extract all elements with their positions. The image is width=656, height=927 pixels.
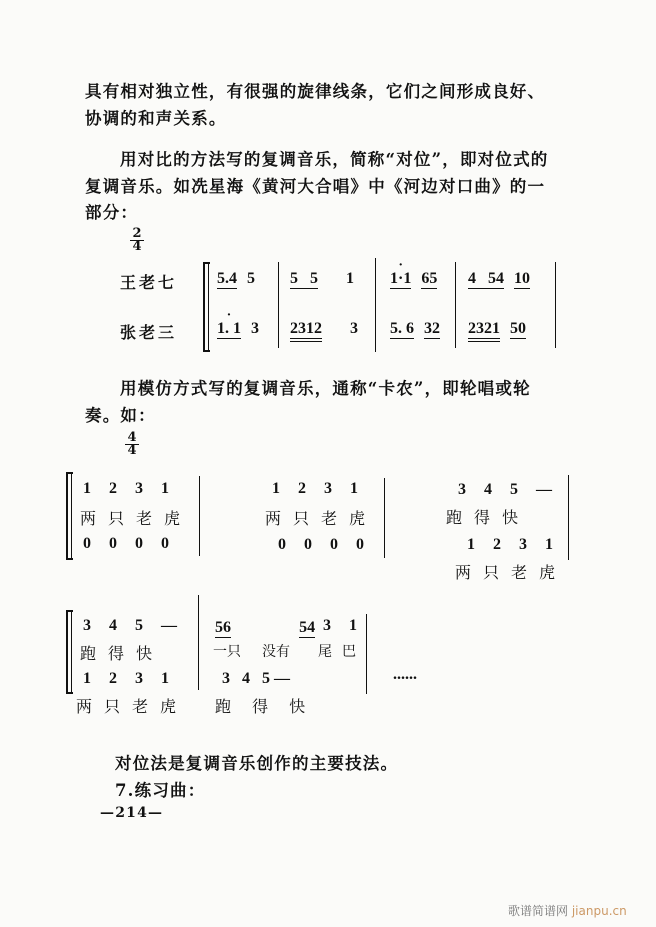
- lyrics: 跑得快: [446, 508, 531, 527]
- note-group: 32: [424, 320, 440, 337]
- barline: [555, 262, 556, 348]
- barline: [199, 476, 200, 556]
- lyrics: 一只: [213, 644, 241, 660]
- notes: 3 4 5 —: [458, 481, 552, 498]
- lyrics: 两只老虎: [76, 697, 189, 716]
- measure: [390, 270, 447, 289]
- barline: [455, 262, 456, 348]
- voice-label: 王老七: [120, 273, 178, 292]
- paragraph-line: 用模仿方式写的复调音乐，通称“卡农”，即轮唱或轮: [120, 379, 531, 398]
- time-top: 2: [130, 228, 144, 241]
- barline: [366, 614, 367, 694]
- measure: [217, 270, 265, 289]
- lyrics: 两只老虎: [265, 509, 378, 528]
- watermark-cn: 歌谱简谱网: [508, 904, 569, 918]
- lyrics: 跑得快: [80, 644, 165, 663]
- watermark: [508, 902, 627, 919]
- note-group: 1: [346, 270, 354, 287]
- lyrics: 两只老虎: [80, 509, 193, 528]
- notes: 3 4 5 —: [222, 670, 290, 687]
- time-signature: [130, 228, 144, 253]
- lyrics: 没有: [262, 644, 290, 660]
- section-heading: 7.练习曲：: [115, 781, 206, 800]
- note-group: 3: [350, 320, 358, 337]
- measure: [390, 320, 450, 339]
- voice-label: 张老三: [120, 323, 178, 342]
- paragraph-line: 对位法是复调音乐创作的主要技法。: [115, 754, 399, 773]
- time-bottom: 4: [127, 443, 137, 458]
- lyrics: 两只老虎: [455, 563, 568, 582]
- barline: [198, 595, 199, 690]
- system-bracket: [66, 610, 73, 694]
- note-group: 3: [251, 320, 259, 337]
- time-bottom: 4: [132, 239, 142, 254]
- barline: [384, 478, 385, 558]
- time-top: 4: [125, 432, 139, 445]
- notes: 0 0 0 0: [83, 535, 169, 552]
- time-signature: [125, 432, 139, 457]
- notes: 3 1: [323, 617, 357, 634]
- paragraph-line: 具有相对独立性，有很强的旋律线条，它们之间形成良好、: [85, 82, 546, 101]
- note-group: 65: [421, 270, 438, 287]
- lyrics: 尾巴: [318, 644, 366, 660]
- note-group: · 1·1: [390, 270, 411, 289]
- note-group: 2321: [468, 320, 500, 342]
- notes: 1 2 3 1: [467, 536, 553, 553]
- notes: 0 0 0 0: [278, 536, 364, 553]
- note-group: 5: [247, 270, 255, 287]
- note-group: 5 5: [290, 270, 318, 287]
- notes: 1 2 3 1: [83, 670, 169, 687]
- measure: [290, 270, 364, 289]
- measure: [217, 320, 269, 339]
- notes: 56: [215, 619, 231, 636]
- page-number: —214—: [100, 805, 164, 821]
- note-group: 5. 6: [390, 320, 414, 337]
- system-bracket: [203, 262, 210, 352]
- notes: 54: [299, 619, 316, 636]
- barline: [375, 258, 376, 352]
- continuation: ......: [393, 666, 417, 683]
- lyrics: 跑 得 快: [215, 697, 314, 716]
- note-group: 5.4: [217, 270, 237, 287]
- notes: 1 2 3 1: [272, 480, 358, 497]
- measure: [468, 320, 536, 342]
- note-group: 4 54: [468, 270, 504, 287]
- measure: [290, 320, 368, 342]
- paragraph-line: 奏。如：: [85, 406, 156, 425]
- note-group: 10: [514, 270, 530, 287]
- note-group: 50: [510, 320, 526, 337]
- system-bracket: [66, 472, 73, 560]
- paragraph-line: 协调的和声关系。: [85, 109, 227, 128]
- notes: 1 2 3 1: [83, 480, 169, 497]
- watermark-url: jianpu.cn: [571, 904, 627, 918]
- measure: [468, 270, 540, 289]
- barline: [568, 475, 569, 560]
- paragraph-line: 部分：: [85, 203, 139, 222]
- barline: [278, 262, 279, 348]
- paragraph-line: 复调音乐。如冼星海《黄河大合唱》中《河边对口曲》的一: [85, 177, 546, 196]
- note-group: 2312: [290, 320, 322, 342]
- note-group: · 1. 1: [217, 320, 241, 339]
- paragraph-line: 用对比的方法写的复调音乐，简称“对位”，即对位式的: [120, 150, 549, 169]
- notes: 3 4 5 —: [83, 617, 177, 634]
